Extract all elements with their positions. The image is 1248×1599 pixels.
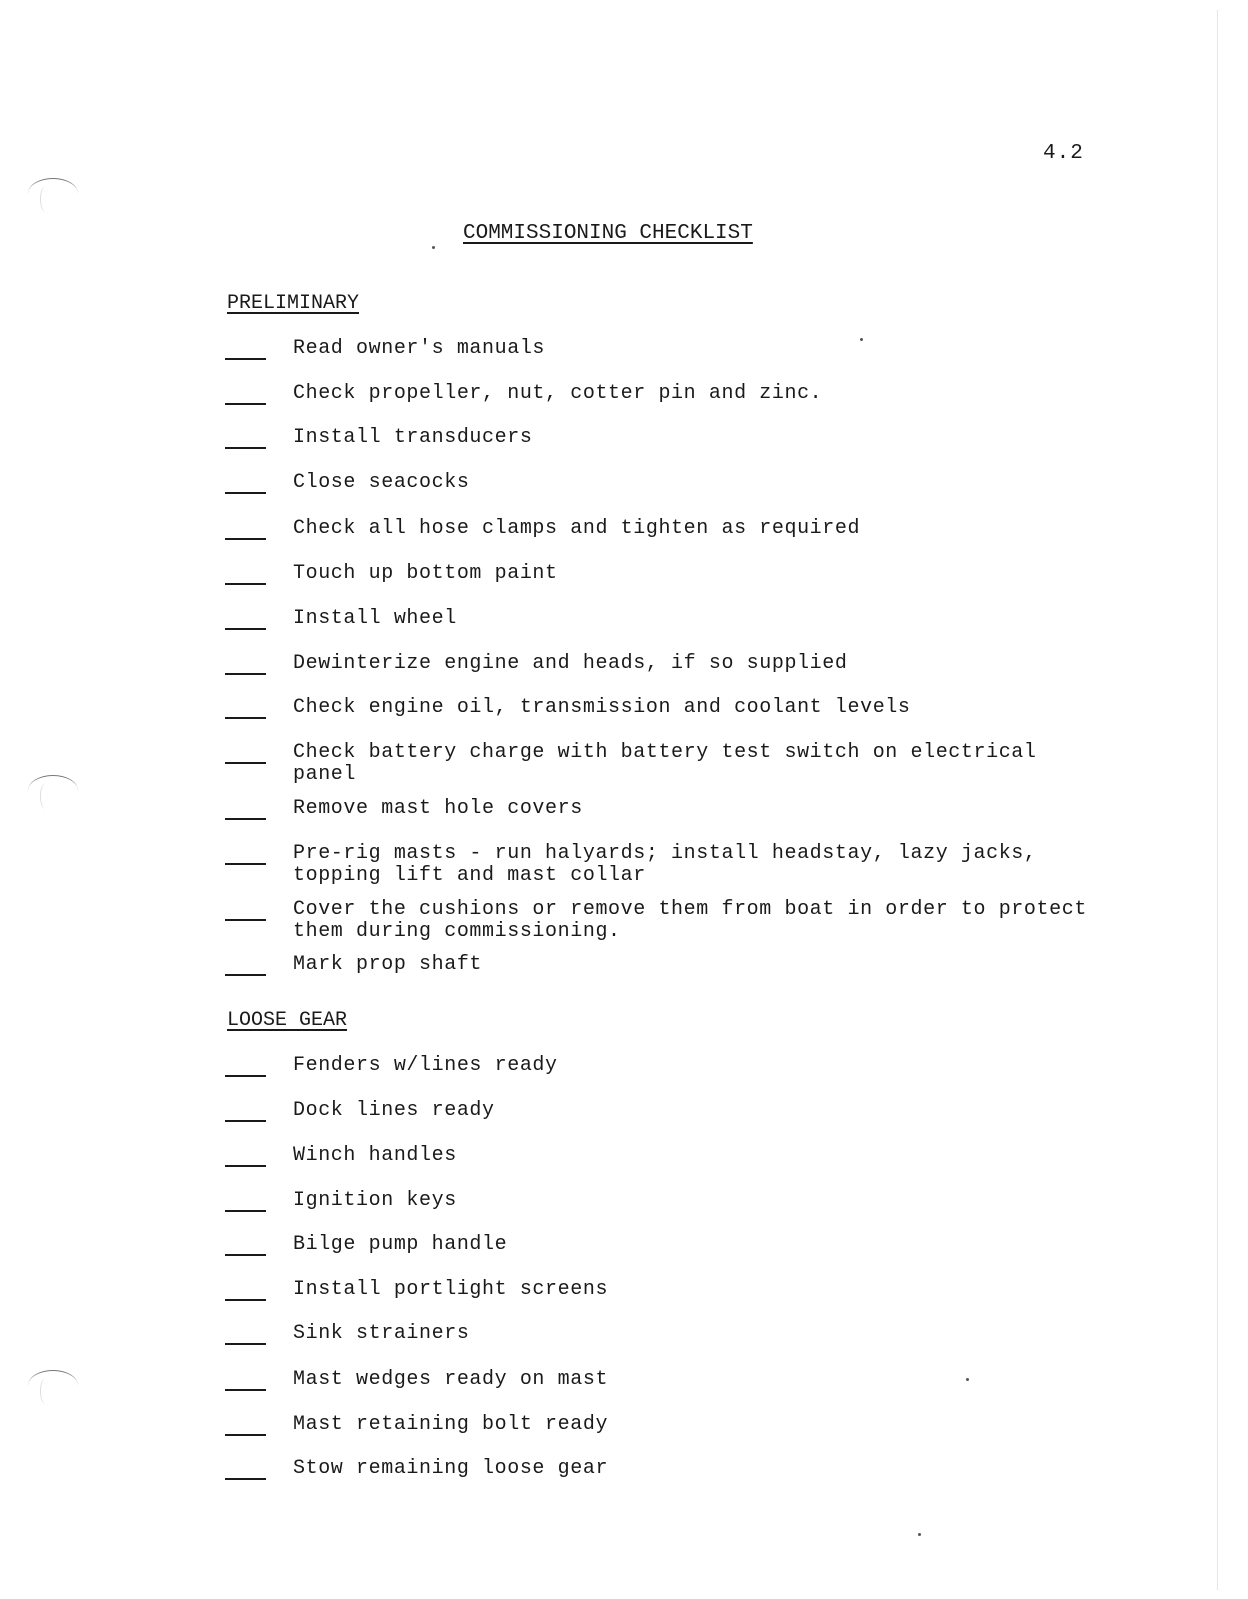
checkbox-blank[interactable] [225,583,266,585]
checkbox-blank[interactable] [225,762,266,764]
checklist-item-text: Winch handles [293,1144,457,1167]
checklist-item [225,899,1105,943]
checkbox-blank[interactable] [225,919,266,921]
page-number: 4.2 [1043,142,1084,165]
checkbox-blank[interactable] [225,538,266,540]
checklist-item-text: Close seacocks [293,471,470,494]
checklist-item-text: Check propeller, nut, cotter pin and zinc. [293,382,823,405]
checklist-item-text: Mark prop shaft [293,953,483,976]
checkbox-blank[interactable] [225,403,266,405]
checklist-item-text: Cover the cushions or remove them from boat in order to protect them during commissioning. [293,898,1087,943]
checklist-item [225,742,1105,786]
binder-hole-mark [40,186,51,212]
checkbox-blank[interactable] [225,1478,266,1480]
binder-hole-mark [28,178,78,209]
checklist-item [225,1279,1105,1301]
checkbox-blank[interactable] [225,1075,266,1077]
checklist-item [225,518,1105,540]
checklist-item [225,798,1105,820]
checkbox-blank[interactable] [225,673,266,675]
checklist-item [225,1369,1105,1391]
checkbox-blank[interactable] [225,1165,266,1167]
checkbox-blank[interactable] [225,1210,266,1212]
checklist-item [225,472,1105,494]
checklist-item [225,563,1105,585]
binder-hole-mark [28,1370,78,1401]
checklist-item-text: Stow remaining loose gear [293,1457,609,1480]
checkbox-blank[interactable] [225,358,266,360]
checkbox-blank[interactable] [225,447,266,449]
checklist-item-text: Remove mast hole covers [293,797,583,820]
checklist-item [225,1055,1105,1077]
checklist-item-text: Install transducers [293,426,533,449]
checkbox-blank[interactable] [225,863,266,865]
checklist-item [225,1145,1105,1167]
checklist-item-text: Touch up bottom paint [293,562,558,585]
checklist-item-text: Ignition keys [293,1189,457,1212]
checklist-item [225,1414,1105,1436]
checklist-item-text: Fenders w/lines ready [293,1054,558,1077]
checklist-item [225,1234,1105,1256]
checklist-item-text: Check all hose clamps and tighten as required [293,517,861,540]
checkbox-blank[interactable] [225,717,266,719]
checklist-item-text: Install wheel [293,607,457,630]
checklist-item [225,954,1105,976]
checklist-item [225,1323,1105,1345]
checklist-item [225,427,1105,449]
checkbox-blank[interactable] [225,492,266,494]
checklist-item-text: Dock lines ready [293,1099,495,1122]
checkbox-blank[interactable] [225,818,266,820]
checklist-item [225,1458,1105,1480]
checklist-item-text: Read owner's manuals [293,337,546,360]
checkbox-blank[interactable] [225,1389,266,1391]
binder-hole-mark [40,783,51,809]
document-title: COMMISSIONING CHECKLIST [463,222,753,245]
checklist-item-text: Check battery charge with battery test switch on electrical panel [293,741,1037,786]
checklist-item [225,1190,1105,1212]
scan-speck [432,246,435,249]
section-heading-preliminary: PRELIMINARY [227,292,360,315]
checkbox-blank[interactable] [225,1434,266,1436]
checklist-item-text: Sink strainers [293,1322,470,1345]
checkbox-blank[interactable] [225,974,266,976]
checklist-item [225,653,1105,675]
checklist-item-text: Bilge pump handle [293,1233,508,1256]
checklist-item-text: Mast wedges ready on mast [293,1368,609,1391]
checklist-item [225,1100,1105,1122]
checklist-item-text: Install portlight screens [293,1278,609,1301]
checkbox-blank[interactable] [225,1343,266,1345]
checklist-item [225,608,1105,630]
checklist-item-text: Check engine oil, transmission and coolant levels [293,696,911,719]
page-edge-shadow [1217,10,1218,1590]
checklist-item [225,383,1105,405]
binder-hole-mark [40,1378,51,1404]
checklist-item [225,697,1105,719]
section-heading-loose-gear: LOOSE GEAR [227,1009,348,1032]
checklist-item-text: Dewinterize engine and heads, if so supplied [293,652,848,675]
checklist-item-text: Pre-rig masts - run halyards; install headstay, lazy jacks, topping lift and mast collar [293,842,1037,887]
scan-speck [918,1533,921,1536]
checkbox-blank[interactable] [225,1299,266,1301]
checkbox-blank[interactable] [225,628,266,630]
checklist-item [225,338,1105,360]
checkbox-blank[interactable] [225,1254,266,1256]
checkbox-blank[interactable] [225,1120,266,1122]
binder-hole-mark [28,775,78,806]
checklist-item-text: Mast retaining bolt ready [293,1413,609,1436]
checklist-item [225,843,1105,887]
